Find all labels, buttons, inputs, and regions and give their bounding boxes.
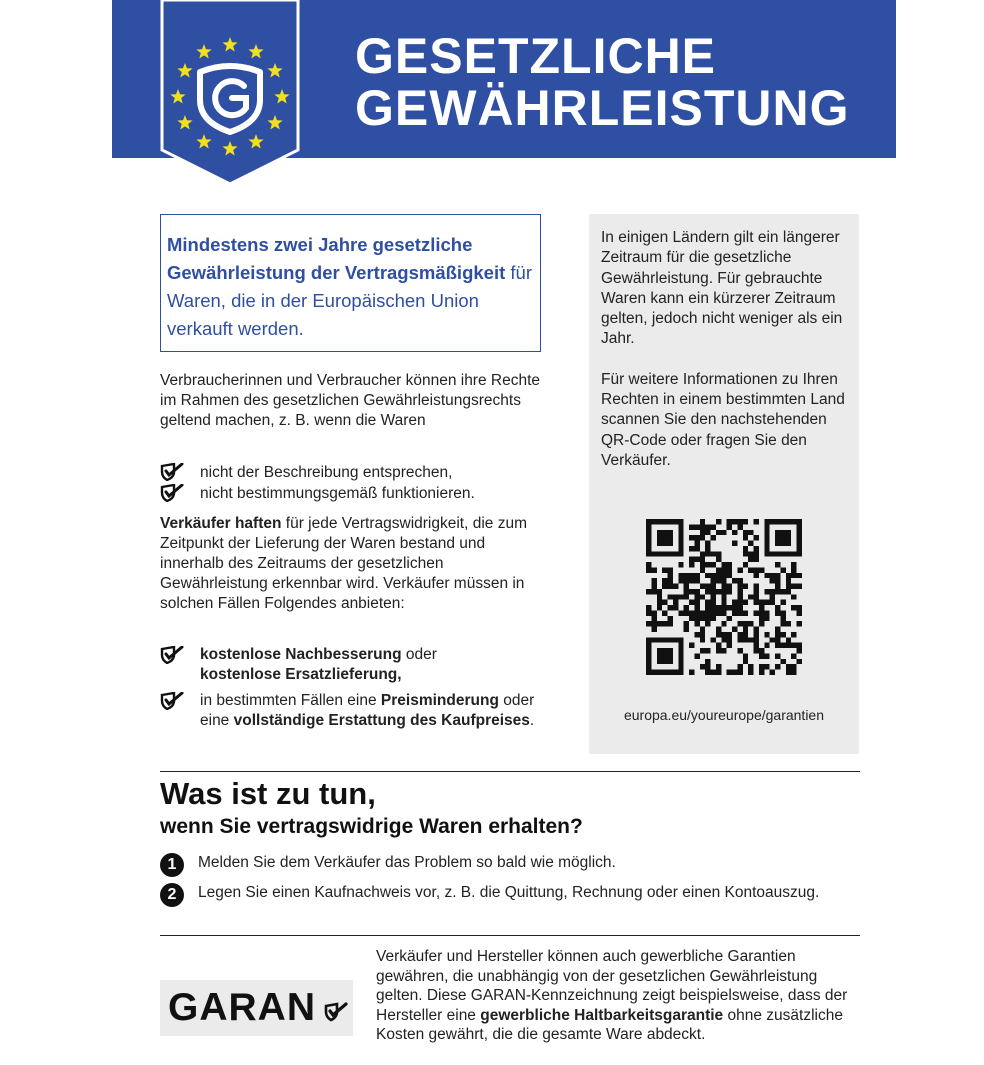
garan-bold: gewerbliche Haltbarkeitsgarantie	[480, 1006, 724, 1024]
step-number-icon: 2	[160, 883, 184, 907]
check-shield-icon	[160, 646, 184, 664]
qr-code-icon[interactable]	[646, 519, 802, 675]
list-item	[160, 483, 550, 504]
title-line-2: GEWÄHRLEISTUNG	[355, 80, 850, 136]
list-item	[160, 645, 550, 685]
info-box	[589, 214, 859, 754]
remedy-text: in bestimmten Fällen eine	[200, 692, 381, 709]
what-to-do-subheading: wenn Sie vertragswidrige Waren erhalten?	[160, 815, 583, 838]
condition-text: nicht bestimmungsgemäß funktionieren.	[200, 485, 475, 502]
check-shield-icon	[160, 484, 184, 502]
remedy-bold: Preisminderung	[380, 692, 499, 709]
rights-paragraph: Verbraucherinnen und Verbraucher können ihre Rechte im Rahmen des gesetzlichen Gewährleistungsrechts geltend machen, z. B. wenn die Waren	[160, 372, 541, 429]
remedy-text: oder eine	[200, 692, 535, 729]
step-text: Legen Sie einen Kaufnachweis vor, z. B. die Quittung, Rechnung oder einen Kontoauszug.	[198, 884, 820, 901]
divider	[160, 935, 860, 936]
seller-liability-paragraph	[160, 514, 530, 614]
what-to-do-heading: Was ist zu tun,	[160, 776, 376, 811]
remedy-bold: vollständige Erstattung des Kaufpreises	[233, 712, 530, 729]
remedy-text: .	[529, 712, 535, 729]
info-paragraph-2: Für weitere Informationen zu Ihren Rechten in einem bestimmten Land scannen Sie den nachstehenden QR-Code oder fragen Sie den Verkäufer.	[601, 370, 845, 469]
divider	[160, 771, 860, 772]
check-shield-icon	[160, 692, 184, 710]
check-shield-icon	[324, 1002, 348, 1022]
title-line-1: GESETZLICHE	[355, 28, 717, 84]
remedy-bold: kostenlose Nachbesserung	[200, 646, 402, 663]
info-paragraph-1: In einigen Ländern gilt ein längerer Zeitraum für die gesetzliche Gewährleistung. Für gebrauchte Waren kann ein kürzerer Zeitraum gelten, jedoch nicht weniger als ein Jahr.	[601, 229, 843, 348]
garan-description	[376, 947, 861, 1045]
intro-bold: Mindestens zwei Jahre gesetzliche Gewährleistung der Vertragsmäßigkeit	[167, 234, 506, 283]
remedy-bold: kostenlose Ersatzlieferung,	[200, 666, 402, 683]
intro-text	[167, 231, 534, 343]
qr-url-link[interactable]: europa.eu/youreurope/garantien	[623, 707, 825, 723]
conditions-list	[160, 462, 550, 504]
intro-rest: für Waren, die in der Europäischen Union verkauft werden.	[167, 262, 532, 339]
steps-list	[160, 853, 840, 913]
eu-shield-logo-icon	[160, 0, 300, 185]
page-title	[355, 30, 850, 134]
check-shield-icon	[160, 463, 184, 481]
remedy-text: oder	[401, 646, 437, 663]
step-text: Melden Sie dem Verkäufer das Problem so bald wie möglich.	[198, 854, 616, 871]
step-item	[160, 853, 840, 873]
condition-text: nicht der Beschreibung entsprechen,	[200, 464, 453, 481]
list-item	[160, 462, 550, 483]
remedies-list	[160, 645, 550, 731]
step-number-icon: 1	[160, 853, 184, 877]
seller-liability-bold: Verkäufer haften	[160, 515, 282, 532]
garan-badge	[160, 980, 353, 1036]
info-text	[601, 228, 851, 471]
garan-text-2: ohne zusätzliche Kosten gewährt, die die gesamte Ware abdeckt.	[376, 1006, 843, 1043]
intro-box	[160, 214, 541, 352]
garan-text-1: Verkäufer und Hersteller können auch gewerbliche Garantien gewähren, die unabhängig von der gesetzlichen Gewährleistung gelten. Diese GARAN-Kennzeichnung zeigt beispielsweise, dass der Hersteller eine	[376, 948, 848, 1024]
list-item	[160, 691, 550, 731]
garan-label: GARAN	[168, 986, 316, 1029]
seller-liability-text: für jede Vertragswidrigkeit, die zum Zeitpunkt der Lieferung der Waren bestand und innerhalb des Zeitraums der gesetzlichen Gewährleistung erkennbar wird. Verkäufer müssen in solchen Fällen Folgendes anbieten:	[160, 515, 527, 612]
step-item	[160, 883, 840, 903]
